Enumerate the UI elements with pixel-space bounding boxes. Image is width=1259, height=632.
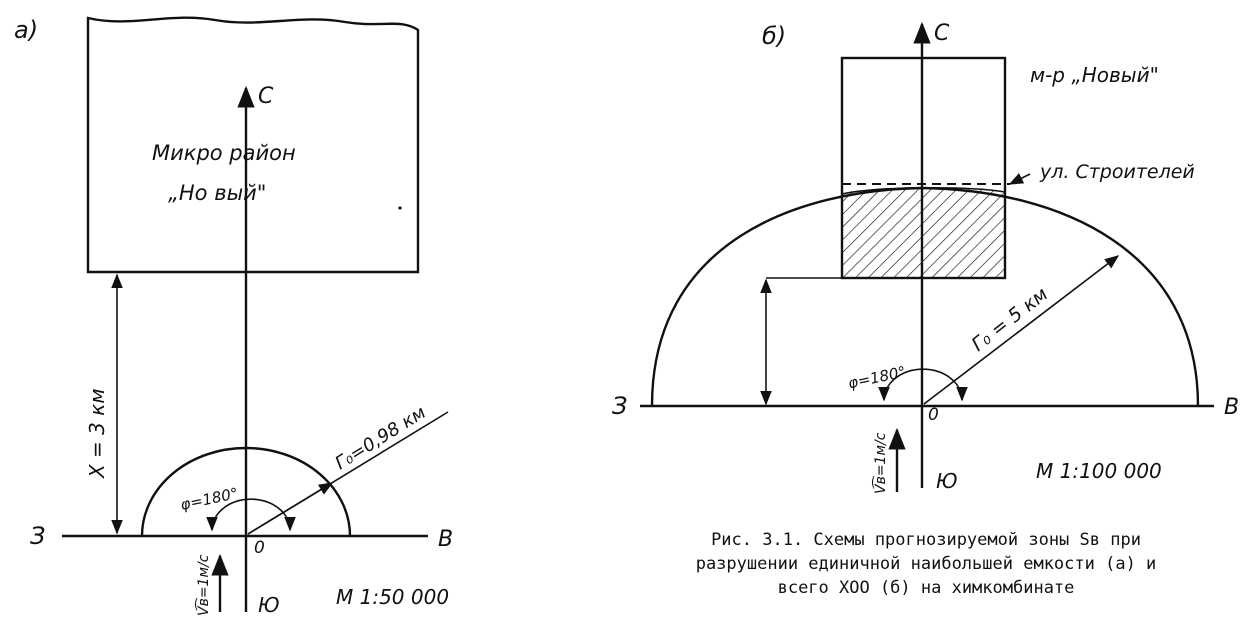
angle-label-b: φ=180° <box>846 362 908 393</box>
angle-label-a: φ=180° <box>178 484 240 514</box>
east-label-b: В <box>1224 395 1240 420</box>
wind-label-b: V͡в=1м/с <box>873 432 889 494</box>
diagram-b <box>612 21 1239 494</box>
caption-line-3: всего ХОО (б) на химкомбинате <box>777 578 1075 598</box>
diagram-a-label: а) <box>14 16 39 44</box>
street-label: ул. Строителей <box>1040 161 1195 183</box>
origin-label-a: 0 <box>254 538 265 558</box>
east-label-a: В <box>438 527 454 552</box>
diagram-b-label: б) <box>762 22 787 50</box>
street-pointer <box>1010 174 1030 184</box>
radius-label-a: Γ₀=0,98 км <box>331 402 430 475</box>
north-label-a: С <box>258 84 274 109</box>
caption-line-1: Рис. 3.1. Схемы прогнозируемой зоны Sв при <box>711 530 1141 550</box>
affected-zone-hatch <box>842 188 1005 278</box>
district-a-line2: „Но вый" <box>168 181 267 205</box>
distance-label-a: X = 3 км <box>85 388 109 478</box>
diagram-a <box>14 16 453 617</box>
figure-caption <box>606 528 1246 600</box>
speck <box>398 206 401 209</box>
origin-label-b: 0 <box>928 405 939 425</box>
district-a-line1: Микро район <box>152 141 296 165</box>
south-label-a: Ю <box>258 593 280 617</box>
scale-label-b: М 1:100 000 <box>1036 459 1162 483</box>
west-label-b: З <box>612 392 628 420</box>
district-b-label: м-р „Новый" <box>1030 63 1159 87</box>
north-label-b: С <box>934 21 950 46</box>
scale-label-a: М 1:50 000 <box>336 585 450 609</box>
south-label-b: Ю <box>936 469 958 493</box>
wind-label-a: V͡в=1м/с <box>196 554 212 616</box>
caption-line-2: разрушении единичной наибольшей емкости (а) и <box>695 554 1157 574</box>
radius-label-b: Γ₀ = 5 км <box>967 283 1053 356</box>
west-label-a: З <box>30 522 46 550</box>
